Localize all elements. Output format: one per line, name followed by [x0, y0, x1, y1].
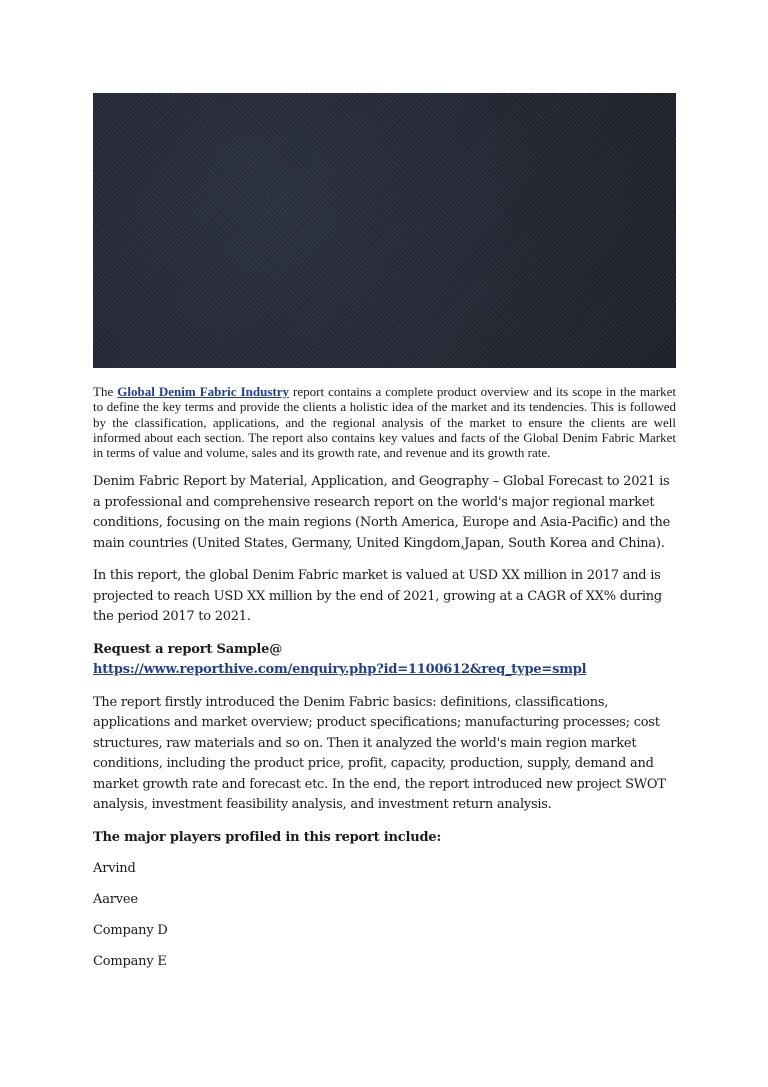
intro-paragraph	[93, 384, 676, 460]
player-item: Arvind	[93, 860, 136, 876]
market-value-paragraph: In this report, the global Denim Fabric market is valued at USD XX million in 2017 and is projected to reach USD XX million by the end of 2021, growing at a CAGR of XX% during the period 2017 to 2021.	[93, 568, 662, 625]
request-sample-heading: Request a report Sample@	[93, 641, 283, 657]
players-heading: The major players profiled in this report include:	[93, 829, 442, 845]
industry-report-link[interactable]: Global Denim Fabric Industry	[117, 384, 289, 399]
request-sample-link[interactable]: https://www.reporthive.com/enquiry.php?id=1100612&req_type=smpl	[93, 662, 587, 678]
intro-prefix: The	[93, 384, 118, 399]
report-overview-paragraph: The report firstly introduced the Denim Fabric basics: definitions, classifications, applications and market overview; product specifications; manufacturing processes; cost structures, raw materials and so on. Then it analyzed the world's main region market conditions, including the product price, profit, capacity, production, supply, demand and market growth rate and forecast etc. In the end, the report introduced new project SWOT analysis, investment feasibility analysis, and investment return analysis.	[93, 694, 666, 813]
report-content	[93, 384, 676, 972]
forecast-description-paragraph: Denim Fabric Report by Material, Application, and Geography – Global Forecast to 2021 is a professional and comprehensive research report on the world's major regional market conditions, focusing on the main regions (North America, Europe and Asia-Pacific) and the main countries (United States, Germany, United Kingdom,Japan, South Korea and China).	[93, 474, 671, 551]
player-item: Aarvee	[93, 891, 138, 907]
player-item: Company D	[93, 922, 168, 938]
player-item: Company E	[93, 953, 167, 969]
intro-suffix: report contains a complete product overview and its scope in the market to define the key terms and provide the clients a holistic idea of the market and its tendencies. This is followed by the classification, applications, and the regional analysis of the market to ensure the clients are well informed about each section. The report also contains key values and facts of the Global Denim Fabric Market in terms of value and volume, sales and its growth rate, and revenue and its growth rate.	[93, 384, 676, 461]
denim-fabric-image	[93, 93, 676, 368]
